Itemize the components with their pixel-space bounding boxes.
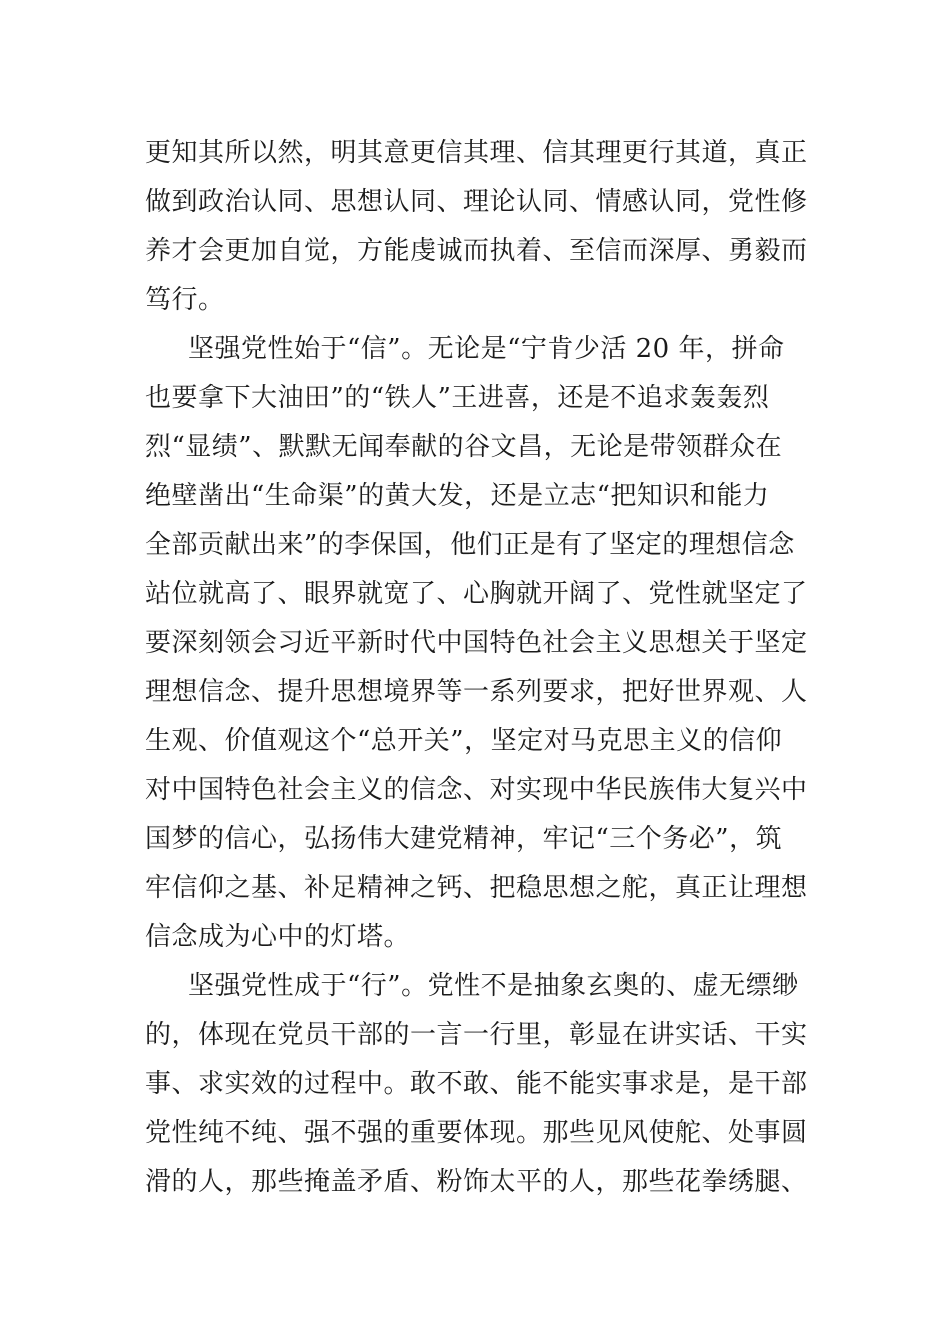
text-line: 牢信仰之基、补足精神之钙、把稳思想之舵，真正让理想 xyxy=(145,873,808,903)
text-line: 烈“显绩”、默默无闻奉献的谷文昌，无论是带领群众在 xyxy=(145,432,783,462)
text-line: 滑的人，那些掩盖矛盾、粉饰太平的人，那些花拳绣腿、 xyxy=(145,1167,808,1197)
paragraph-start-line: 坚强党性始于“信”。无论是“宁肯少活 20 年，拼命 xyxy=(188,334,785,364)
text-line: 也要拿下大油田”的“铁人”王进喜，还是不追求轰轰烈 xyxy=(145,383,770,413)
text-line: 对中国特色社会主义的信念、对实现中华民族伟大复兴中 xyxy=(145,775,808,805)
text-line: 全部贡献出来”的李保国，他们正是有了坚定的理想信念 xyxy=(145,530,795,560)
text-line: 绝壁凿出“生命渠”的黄大发，还是立志“把知识和能力 xyxy=(145,481,770,511)
text-line: 国梦的信心，弘扬伟大建党精神，牢记“三个务必”，筑 xyxy=(145,824,783,854)
text-line: 理想信念、提升思想境界等一系列要求，把好世界观、人 xyxy=(145,677,808,707)
text-line: 更知其所以然，明其意更信其理、信其理更行其道，真正 xyxy=(145,138,808,168)
text-line: 要深刻领会习近平新时代中国特色社会主义思想关于坚定 xyxy=(145,628,808,658)
text-line: 养才会更加自觉，方能虔诚而执着、至信而深厚、勇毅而 xyxy=(145,236,808,266)
text-line: 事、求实效的过程中。敢不敢、能不能实事求是，是干部 xyxy=(145,1069,808,1099)
text-line: 党性纯不纯、强不强的重要体现。那些见风使舵、处事圆 xyxy=(145,1118,808,1148)
text-line: 站位就高了、眼界就宽了、心胸就开阔了、党性就坚定了 xyxy=(145,579,808,609)
text-line: 做到政治认同、思想认同、理论认同、情感认同，党性修 xyxy=(145,187,808,217)
paragraph-start-line: 坚强党性成于“行”。党性不是抽象玄奥的、虚无缥缈 xyxy=(188,971,799,1001)
text-line: 的，体现在党员干部的一言一行里，彰显在讲实话、干实 xyxy=(145,1020,808,1050)
text-line: 笃行。 xyxy=(145,285,225,315)
text-line: 信念成为心中的灯塔。 xyxy=(145,922,411,952)
text-line: 生观、价值观这个“总开关”，坚定对马克思主义的信仰 xyxy=(145,726,783,756)
